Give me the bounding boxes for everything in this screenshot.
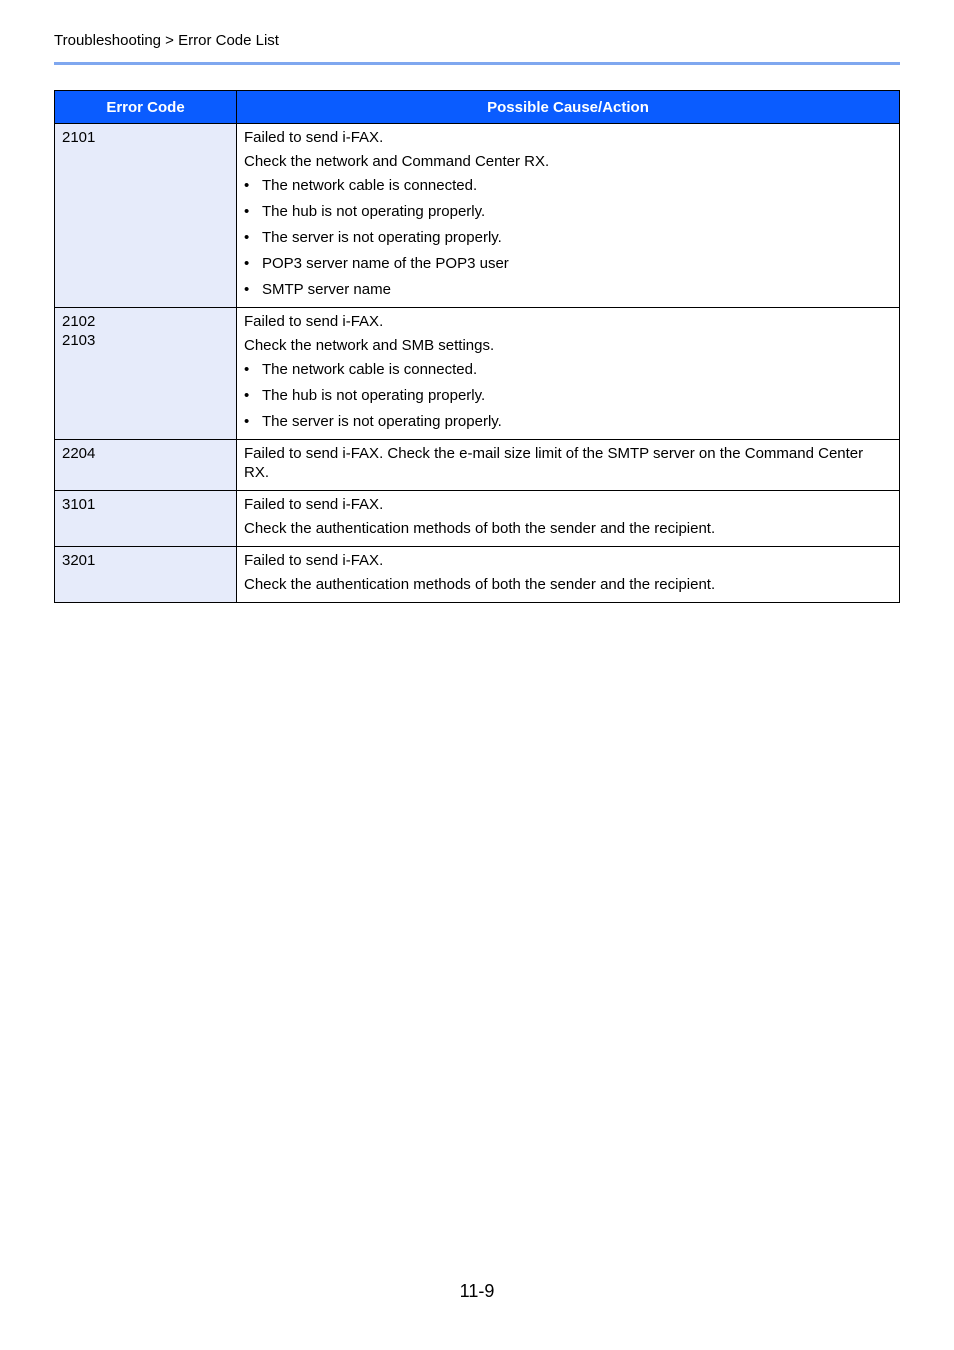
table-row [55, 124, 900, 308]
error-code-cell [55, 124, 237, 308]
cause-text: Failed to send i-FAX. [244, 552, 384, 569]
bullet-icon: • [244, 281, 250, 298]
bullet-icon: • [244, 413, 250, 430]
cause-cell [237, 440, 900, 491]
table-header-row [55, 91, 900, 124]
column-header-possible-cause: Possible Cause/Action [237, 91, 900, 124]
bullet-text: The network cable is connected. [262, 361, 478, 378]
bullet-text: The server is not operating properly. [262, 229, 502, 246]
page-number: 11-9 [459, 1281, 495, 1301]
cause-text: Failed to send i-FAX. [244, 129, 384, 146]
table-row [55, 308, 900, 440]
error-code: 2101 [62, 129, 96, 146]
bullet-item [244, 280, 892, 299]
error-code: 3101 [62, 496, 96, 513]
bullet-text: SMTP server name [262, 281, 391, 298]
header-divider [54, 62, 900, 65]
cause-text: Check the network and SMB settings. [244, 337, 495, 354]
bullet-icon: • [244, 229, 250, 246]
bullet-text: The server is not operating properly. [262, 413, 502, 430]
error-code: 3201 [62, 552, 96, 569]
cause-text: Failed to send i-FAX. [244, 313, 384, 330]
error-code-cell [55, 547, 237, 603]
cause-cell [237, 124, 900, 308]
bullet-icon: • [244, 177, 250, 194]
error-code: 2103 [62, 332, 96, 349]
table-row [55, 440, 900, 491]
bullet-item [244, 412, 892, 431]
error-code: 2204 [62, 445, 96, 462]
error-code-cell [55, 308, 237, 440]
cause-text: Check the authentication methods of both the sender and the recipient. [244, 576, 716, 593]
table-row [55, 547, 900, 603]
bullet-item [244, 360, 892, 379]
bullet-text: POP3 server name of the POP3 user [262, 255, 509, 272]
bullet-icon: • [244, 387, 250, 404]
bullet-item [244, 254, 892, 273]
cause-cell [237, 547, 900, 603]
error-code-cell [55, 491, 237, 547]
cause-text: Failed to send i-FAX. Check the e-mail size limit of the SMTP server on the Command Center RX. [244, 445, 864, 481]
error-code-cell [55, 440, 237, 491]
bullet-list [244, 176, 892, 299]
error-code: 2102 [62, 313, 96, 330]
bullet-item [244, 386, 892, 405]
table-row [55, 491, 900, 547]
error-code-table [54, 90, 900, 603]
bullet-item [244, 202, 892, 221]
bullet-icon: • [244, 203, 250, 220]
cause-cell [237, 308, 900, 440]
bullet-item [244, 228, 892, 247]
bullet-icon: • [244, 361, 250, 378]
bullet-item [244, 176, 892, 195]
column-header-error-code: Error Code [55, 91, 237, 124]
cause-text: Check the authentication methods of both the sender and the recipient. [244, 520, 716, 537]
breadcrumb: Troubleshooting > Error Code List [54, 32, 279, 49]
cause-cell [237, 491, 900, 547]
bullet-text: The hub is not operating properly. [262, 203, 486, 220]
bullet-list [244, 360, 892, 431]
bullet-icon: • [244, 255, 250, 272]
cause-text: Failed to send i-FAX. [244, 496, 384, 513]
cause-text: Check the network and Command Center RX. [244, 153, 550, 170]
bullet-text: The network cable is connected. [262, 177, 478, 194]
bullet-text: The hub is not operating properly. [262, 387, 486, 404]
